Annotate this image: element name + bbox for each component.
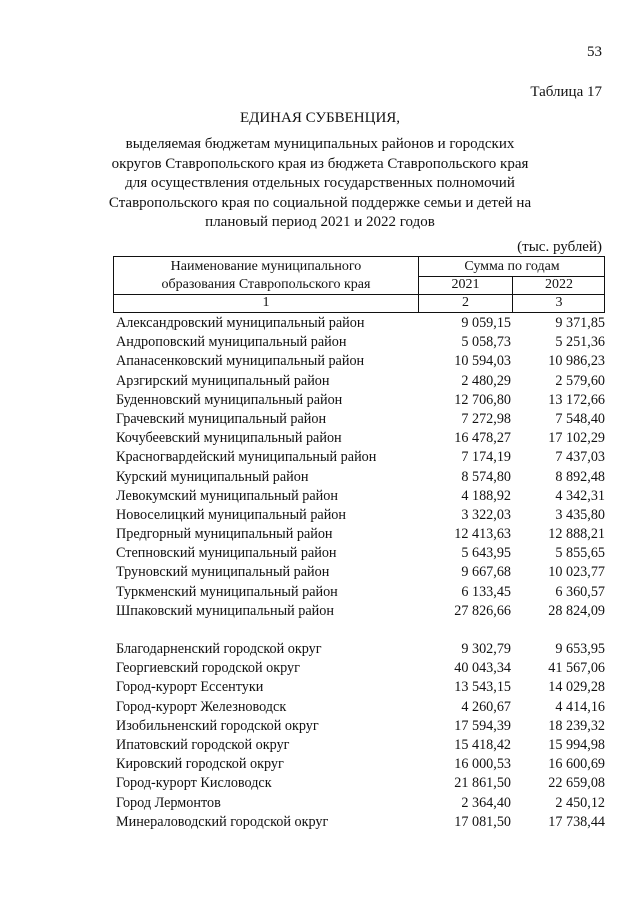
table-row <box>0 756 640 775</box>
row-value-2021: 27 826,66 <box>454 602 511 619</box>
row-value-2021: 16 478,27 <box>454 430 511 447</box>
row-value-2021: 21 861,50 <box>454 775 511 792</box>
row-value-2021: 4 188,92 <box>461 487 511 504</box>
row-name: Предгорный муниципальный район <box>116 526 333 543</box>
table-row <box>0 718 640 737</box>
table-row <box>0 373 640 392</box>
row-name: Ипатовский городской округ <box>116 736 290 753</box>
table-row <box>0 737 640 756</box>
table-row <box>0 469 640 488</box>
row-value-2022: 16 600,69 <box>548 756 605 773</box>
row-name: Кочубеевский муниципальный район <box>116 430 342 447</box>
table-row <box>0 795 640 814</box>
header-name-line1: Наименование муниципального <box>170 259 362 274</box>
row-name: Город-курорт Кисловодск <box>116 775 272 792</box>
row-name: Благодарненский городской округ <box>116 641 322 657</box>
table-row <box>0 392 640 411</box>
header-col-2: 2 <box>462 295 469 310</box>
row-value-2021: 3 322,03 <box>461 506 511 523</box>
row-name: Город-курорт Ессентуки <box>116 679 264 696</box>
row-value-2022: 9 653,95 <box>555 641 605 657</box>
row-name: Город-курорт Железноводск <box>116 698 287 715</box>
table-row <box>0 603 640 622</box>
header-col-1: 1 <box>262 295 270 310</box>
row-value-2021: 16 000,53 <box>454 756 511 773</box>
table-row <box>0 564 640 583</box>
row-value-2021: 2 364,40 <box>461 794 511 811</box>
row-value-2022: 41 567,06 <box>548 660 605 677</box>
row-value-2022: 17 102,29 <box>548 430 605 447</box>
row-value-2021: 17 594,39 <box>454 717 511 734</box>
table-row <box>0 488 640 507</box>
row-value-2021: 6 133,45 <box>461 583 511 600</box>
table-row <box>0 315 640 334</box>
units-label: (тыс. рублей) <box>517 239 602 255</box>
table-row <box>0 641 640 660</box>
table-row <box>0 449 640 468</box>
row-name: Андроповский муниципальный район <box>116 334 347 351</box>
row-value-2022: 13 172,66 <box>548 391 605 408</box>
row-value-2022: 10 986,23 <box>548 353 605 370</box>
row-name: Труновский муниципальный район <box>116 564 330 581</box>
row-value-2021: 2 480,29 <box>461 372 511 389</box>
table-header <box>113 256 605 313</box>
document-subtitle: выделяемая бюджетам муниципальных районов и городских округов Ставропольского края из бюджета Ставропольского края для осуществления отдельных государственных полномочий Ставропольского края по социальной поддержке семьи и детей на плановый период 2021 и 2022 годов <box>108 136 532 230</box>
row-value-2021: 13 543,15 <box>454 679 511 696</box>
row-value-2022: 14 029,28 <box>548 679 605 696</box>
row-value-2022: 5 855,65 <box>555 545 605 562</box>
row-value-2021: 5 058,73 <box>461 334 511 351</box>
table-row <box>0 679 640 698</box>
table-row <box>0 584 640 603</box>
row-value-2022: 28 824,09 <box>548 602 605 619</box>
row-name: Георгиевский городской округ <box>116 660 300 677</box>
row-name: Минераловодский городской округ <box>116 813 329 830</box>
table-row <box>0 507 640 526</box>
row-value-2021: 4 260,67 <box>461 698 511 715</box>
row-value-2022: 2 579,60 <box>555 372 605 389</box>
row-name: Грачевский муниципальный район <box>116 410 327 427</box>
row-value-2022: 9 371,85 <box>555 315 605 331</box>
row-value-2021: 8 574,80 <box>461 468 511 485</box>
header-year-2022: 2022 <box>545 277 573 292</box>
table-number: Таблица 17 <box>530 84 602 100</box>
row-value-2022: 4 342,31 <box>555 487 605 504</box>
row-value-2021: 9 302,79 <box>461 641 511 657</box>
row-name: Новоселицкий муниципальный район <box>116 506 346 523</box>
row-value-2022: 10 023,77 <box>548 564 605 581</box>
table-row <box>0 814 640 833</box>
row-name: Александровский муниципальный район <box>116 315 365 331</box>
section-gap <box>0 622 640 641</box>
row-value-2021: 15 418,42 <box>454 736 511 753</box>
table-row <box>0 699 640 718</box>
header-col-3: 3 <box>555 295 563 310</box>
row-value-2022: 6 360,57 <box>555 583 605 600</box>
row-name: Туркменский муниципальный район <box>116 583 338 600</box>
row-value-2021: 12 413,63 <box>454 526 511 543</box>
table-row <box>0 411 640 430</box>
row-value-2022: 22 659,08 <box>548 775 605 792</box>
row-value-2022: 4 414,16 <box>555 698 605 715</box>
row-name: Изобильненский городской округ <box>116 717 319 734</box>
row-value-2022: 15 994,98 <box>548 736 605 753</box>
row-value-2022: 7 437,03 <box>555 449 605 466</box>
header-year-2021: 2021 <box>451 277 480 292</box>
table-row <box>0 660 640 679</box>
table-row <box>0 334 640 353</box>
header-name-line2: образования Ставропольского края <box>161 277 371 292</box>
page-number: 53 <box>587 44 602 60</box>
row-name: Апанасенковский муниципальный район <box>116 353 365 370</box>
row-name: Шпаковский муниципальный район <box>116 602 334 619</box>
document-title: ЕДИНАЯ СУБВЕНЦИЯ, <box>239 110 401 126</box>
row-value-2022: 17 738,44 <box>548 813 605 830</box>
row-value-2022: 2 450,12 <box>555 794 605 811</box>
table-row <box>0 526 640 545</box>
row-name: Город Лермонтов <box>116 794 221 811</box>
row-value-2022: 12 888,21 <box>548 526 605 543</box>
row-name: Буденновский муниципальный район <box>116 391 343 408</box>
row-name: Кировский городской округ <box>116 756 284 773</box>
row-value-2021: 7 174,19 <box>461 449 511 466</box>
row-name: Красногвардейский муниципальный район <box>116 449 377 466</box>
row-value-2022: 5 251,36 <box>555 334 605 351</box>
row-name: Курский муниципальный район <box>116 468 309 485</box>
row-value-2021: 9 059,15 <box>461 315 511 331</box>
row-value-2021: 9 667,68 <box>461 564 511 581</box>
table-row <box>0 430 640 449</box>
header-sum: Сумма по годам <box>464 259 560 274</box>
table-row <box>0 775 640 794</box>
row-value-2021: 7 272,98 <box>461 410 511 427</box>
row-value-2022: 8 892,48 <box>555 468 605 485</box>
row-name: Степновский муниципальный район <box>116 545 337 562</box>
table-row <box>0 545 640 564</box>
row-value-2021: 5 643,95 <box>461 545 511 562</box>
row-name: Арзгирский муниципальный район <box>116 372 330 389</box>
table-row <box>0 353 640 372</box>
row-value-2021: 17 081,50 <box>454 813 511 830</box>
row-value-2021: 10 594,03 <box>454 353 511 370</box>
row-value-2022: 18 239,32 <box>548 717 605 734</box>
row-value-2022: 3 435,80 <box>555 506 605 523</box>
row-name: Левокумский муниципальный район <box>116 487 338 504</box>
row-value-2022: 7 548,40 <box>555 410 605 427</box>
row-value-2021: 12 706,80 <box>454 391 511 408</box>
table-body <box>0 315 640 833</box>
row-value-2021: 40 043,34 <box>454 660 511 677</box>
